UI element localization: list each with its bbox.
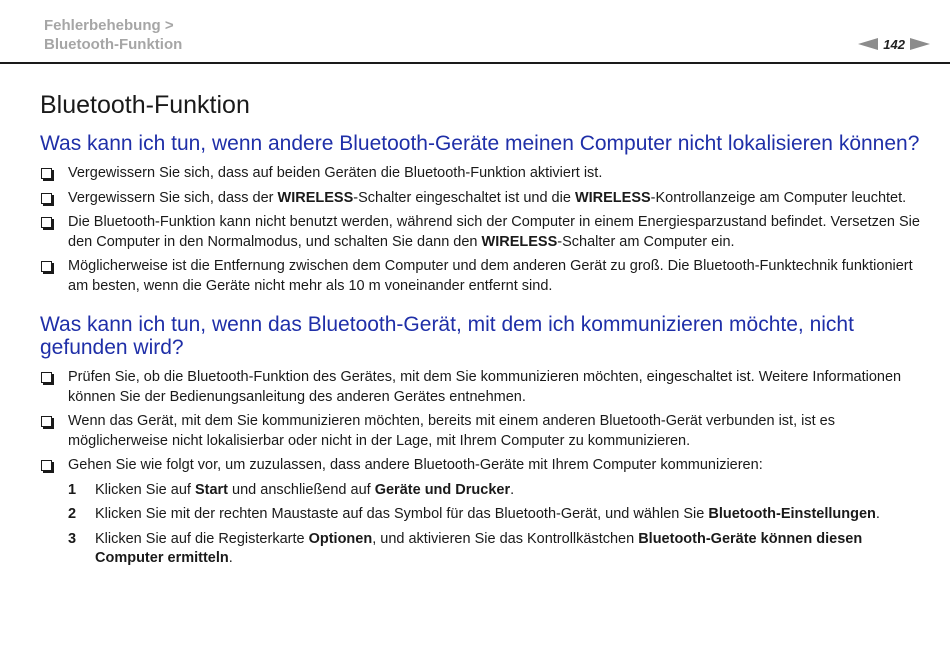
checklist-item <box>40 257 920 296</box>
text-run: -Schalter am Computer ein. <box>557 233 735 250</box>
bold-term: Start <box>194 481 228 498</box>
text-run: Möglicherweise ist die Entfernung zwischen dem Computer und dem anderen Gerät zu groß. Die Bluetooth-Funktechnik funktioniert am besten, wenn die Geräte nicht mehr als 10 m voneinander entfernt sind. <box>68 258 913 294</box>
bold-term: WIRELESS <box>481 233 558 250</box>
bold-term: Bluetooth-Einstellungen <box>708 506 876 522</box>
next-page-arrow-icon[interactable] <box>910 38 930 50</box>
page-header <box>0 0 950 64</box>
checklist-item <box>40 189 920 209</box>
checkbox-bullet-icon <box>41 261 52 272</box>
bold-term: Bluetooth-Geräte können diesen Computer ermitteln <box>95 530 863 566</box>
previous-page-arrow-icon[interactable] <box>858 38 878 50</box>
text-run: Vergewissern Sie sich, dass auf beiden Geräten die Bluetooth-Funktion aktiviert ist. <box>68 165 603 181</box>
section2-checklist <box>40 368 920 476</box>
text-run: Klicken Sie auf die Registerkarte <box>95 530 309 547</box>
checkbox-bullet-icon <box>41 372 52 383</box>
checkbox-bullet-icon <box>41 193 52 204</box>
section1-checklist <box>40 164 920 296</box>
text-run: Klicken Sie mit der rechten Maustaste auf das Symbol für das Bluetooth-Gerät, und wählen Sie <box>95 506 709 522</box>
checkbox-bullet-icon <box>41 416 52 427</box>
text-run: , und aktivieren Sie das Kontrollkästchen <box>372 530 639 547</box>
step-number: 2 <box>68 506 77 522</box>
main-content <box>40 90 920 574</box>
bold-term: WIRELESS <box>574 189 651 206</box>
bold-term: Geräte und Drucker <box>374 481 511 498</box>
section1-heading: Was kann ich tun, wenn andere Bluetooth-Geräte meinen Computer nicht lokalisieren können? <box>40 132 920 155</box>
text-run: Die Bluetooth-Funktion kann nicht benutzt werden, während sich der Computer in einem Energiesparzustand befindet. Versetzen Sie den Computer in den Normalmodus, und schalten Sie dann den <box>68 214 920 250</box>
text-run: . <box>510 481 515 498</box>
step-item <box>40 505 920 525</box>
text-run: Klicken Sie auf <box>95 481 195 498</box>
step-number: 3 <box>68 530 77 547</box>
breadcrumb-parent: Fehlerbehebung > <box>44 17 174 34</box>
section2-steps <box>40 481 920 569</box>
text-run: Prüfen Sie, ob die Bluetooth-Funktion des Gerätes, mit dem Sie kommunizieren möchten, eingeschaltet ist. Weitere Informationen können Sie der Bedienungsanleitung des anderen Gerätes entnehmen. <box>68 369 902 405</box>
step-item <box>40 481 920 501</box>
checklist-item <box>40 412 920 451</box>
checklist-item <box>40 164 920 184</box>
breadcrumb <box>44 16 182 54</box>
checklist-item <box>40 368 920 407</box>
text-run: Wenn das Gerät, mit dem Sie kommunizieren möchten, bereits mit einem anderen Bluetooth-Gerät verbunden ist, ist es möglicherweise nicht lokalisierbar oder nicht in der Lage, mit Ihrem Computer zu kommunizieren. <box>68 413 835 449</box>
section2-heading: Was kann ich tun, wenn das Bluetooth-Gerät, mit dem ich kommunizieren möchte, nicht gefunden wird? <box>40 313 854 359</box>
page-title: Bluetooth-Funktion <box>40 91 250 119</box>
text-run: . <box>228 550 233 566</box>
text-run: und anschließend auf <box>228 481 375 498</box>
pager <box>858 36 930 52</box>
text-run: -Kontrollanzeige am Computer leuchtet. <box>650 189 907 206</box>
breadcrumb-current: Bluetooth-Funktion <box>44 36 183 53</box>
step-item <box>40 530 920 569</box>
checklist-item <box>40 213 920 252</box>
page-number: 142 <box>883 36 905 52</box>
bold-term: WIRELESS <box>277 189 354 206</box>
step-number: 1 <box>68 481 77 498</box>
text-run: Gehen Sie wie folgt vor, um zuzulassen, dass andere Bluetooth-Geräte mit Ihrem Computer kommunizieren: <box>68 457 763 473</box>
text-run: . <box>875 506 880 522</box>
header-divider <box>0 62 950 64</box>
checklist-item <box>40 456 920 476</box>
text-run: -Schalter eingeschaltet ist und die <box>353 189 575 206</box>
bold-term: Optionen <box>308 530 373 547</box>
text-run: Vergewissern Sie sich, dass der <box>68 189 278 206</box>
checkbox-bullet-icon <box>41 460 52 471</box>
checkbox-bullet-icon <box>41 168 52 179</box>
checkbox-bullet-icon <box>41 217 52 228</box>
